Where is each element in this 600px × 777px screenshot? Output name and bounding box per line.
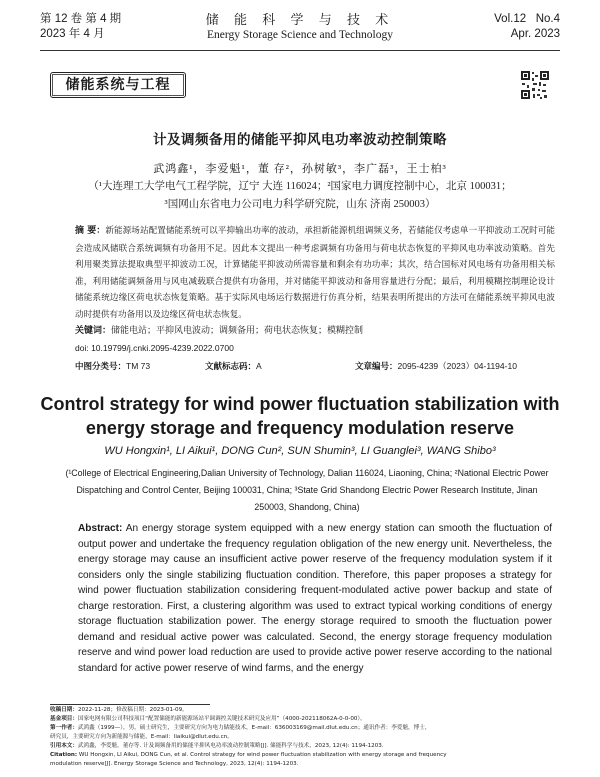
abstract-en-label: Abstract:	[78, 523, 123, 534]
abstract-cn-label: 摘 要：	[75, 226, 106, 236]
affiliations-en: (¹College of Electrical Engineering,Dalian University of Technology, Dalian 116024, Liaoning, China; ²National Electric Power Dispatching and Control Center, Beijing 100031, China; ³State Grid Shandong Electric Power Research Institute, Jinan 250003, Shandong, China)	[65, 468, 549, 512]
page-header	[40, 10, 560, 52]
volume-cn: 第 12 卷 第 4 期	[40, 13, 122, 25]
header-rule	[40, 50, 560, 51]
section-label: 储能系统与工程	[52, 74, 184, 96]
abstract-cn	[75, 222, 555, 322]
doi: doi: 10.19799/j.cnki.2095-4239.2022.0700	[75, 343, 234, 353]
volume-en: Vol.12 No.4	[494, 13, 560, 25]
authors-cn: 武鸿鑫¹，李爱魁¹，董 存²，孙树敏³，李广磊³，王士柏³	[153, 163, 447, 175]
doc-code-group	[205, 360, 262, 372]
keywords-cn-label: 关键词：	[75, 326, 112, 336]
footnote-author-cont: 研究员，主要研究方向为新能源与储能，E-mail：liaikui@dlut.edu.cn。	[50, 734, 233, 740]
article-no-group	[355, 360, 517, 372]
footnote-citation-cont: modulation reserve[J]. Energy Storage Science and Technology, 2023, 12(4): 1194-1203.	[50, 761, 299, 767]
affiliations-cn	[60, 178, 540, 214]
abstract-en	[78, 521, 552, 676]
article-no-label: 文章编号：	[355, 362, 398, 372]
clc-group	[75, 360, 150, 372]
footnote-author: 第一作者：武鸿鑫（1999—），男，硕士研究生，主要研究方向为电力储能技术，E-mail：636003169@mail.dlut.edu.cn；通讯作者：李爱魁，博士，	[50, 725, 431, 731]
title-en: Control strategy for wind power fluctuation stabilization with energy storage and frequency modulation reserve	[40, 394, 560, 438]
footnote-citation: Citation: WU Hongxin, LI Aikui, DONG Cun, et al. Control strategy for wind power fluctuation stabilization with energy storage and frequency	[50, 752, 447, 758]
abstract-en-text: An energy storage system equipped with a new energy station can smooth the fluctuation of output power and undertake the frequency regulation obligation of the new energy unit. Nevertheless, the energy storage may cause an insufficient active power reserve of the frequency modulation system if it considers only the single stabilizing fluctuation condition. Therefore, this paper proposes a strategy for wind power fluctuation stabilization considering frequent-modulated active power backup and state of charge restoration. First, a clustering algorithm was used to extract typical working conditions of energy storage fluctuation stabilization power. The energy storage required to smooth the fluctuation power demand and residual active power was calculated. Second, the energy storage frequency modulation reserve and wind power load reduction are used to provide active power reserve according to the national standard for active power reserve of wind farms, and the energy	[78, 523, 552, 674]
journal-name-en: Energy Storage Science and Technology	[207, 29, 393, 41]
journal-name-cn: 储 能 科 学 与 技 术	[205, 12, 395, 27]
keywords-cn-text: 储能电站；平抑风电波动；调频备用；荷电状态恢复；模糊控制	[111, 325, 364, 335]
doc-code-label: 文献标志码：	[205, 362, 257, 372]
authors-en: WU Hongxin¹, LI Aikui¹, DONG Cun², SUN Shumin³, LI Guanglei³, WANG Shibo³	[104, 445, 496, 457]
article-no-value: 2095-4239（2023）04-1194-10	[397, 361, 517, 371]
header-right	[494, 12, 560, 42]
date-cn: 2023 年 4 月	[40, 28, 105, 40]
footnote-cite: 引用本文：武鸿鑫，李爱魁，董存等. 计及调频备用的储能平抑风电功率波动控制策略[J]. 储能科学与技术，2023, 12(4): 1194-1203.	[50, 743, 384, 749]
footnote-rule	[50, 704, 210, 705]
footnote-received: 收稿日期：2022-11-28；修改稿日期：2023-01-09。	[50, 707, 188, 713]
footnote-fund: 基金项目：国家电网有限公司科技项目“配置储能的新能源场站平调调控关键技术研究及应用”（4000-202118062A-0-0-00）。	[50, 716, 366, 722]
date-en: Apr. 2023	[510, 28, 560, 40]
qr-code-icon	[520, 70, 550, 100]
section-label-box	[50, 72, 186, 98]
abstract-cn-text: 新能源场站配置储能系统可以平抑输出功率的波动，承担新能源机组调频义务，若储能仅考虑单一平抑波动工况时可能会造成风储联合系统调频有功备用不足。因此本文提出一种考虑调频有功备用与荷电状态恢复的平抑风电功率波动策略。首先利用聚类算法提取典型平抑波动工况，计算储能平抑波动所需容量和剩余有功功率；其次，结合国标对风电场有功备用相关标准，利用储能调频备用与风电减载联合提供有功备用，并对储能平抑波动和备用容量进行分配；最后，利用模糊控制理论设计储能系统边缘区荷电状态恢复策略。基于实际风电场运行数据进行仿真分析，结果表明所提出的方法可在储能系统平抑风电波动时提供有功备用以及边缘区荷电状态恢复。	[75, 225, 555, 319]
affiliation-cn-line-1: （¹大连理工大学电气工程学院，辽宁 大连 116024；²国家电力调度控制中心，北京 100031；	[88, 181, 512, 192]
clc-label: 中图分类号：	[75, 362, 127, 372]
doc-code-value: A	[256, 361, 262, 371]
affiliation-cn-line-2: ³国网山东省电力公司电力科学研究院，山东 济南 250003）	[164, 199, 436, 210]
keywords-cn	[75, 322, 555, 339]
header-center	[40, 12, 560, 43]
title-cn: 计及调频备用的储能平抑风电功率波动控制策略	[153, 132, 447, 148]
footnotes	[50, 706, 560, 769]
clc-value: TM 73	[126, 361, 151, 371]
